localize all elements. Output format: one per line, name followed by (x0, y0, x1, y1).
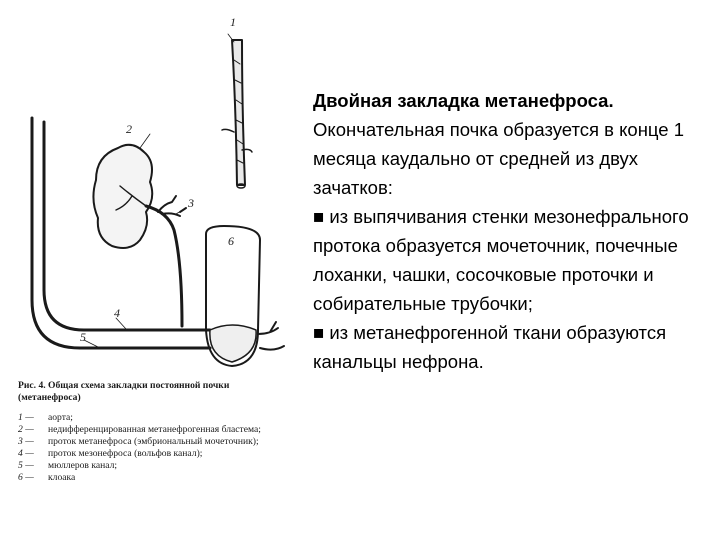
embryology-figure (0, 0, 300, 540)
metanephros-diagram (0, 0, 300, 375)
slide-title: Двойная закладка метанефроса. (313, 90, 614, 111)
legend-item: 6 — клоака (18, 472, 76, 483)
label-4: 4 (114, 306, 120, 320)
legend-item: 4 — проток мезонефроса (вольфов канал); (18, 448, 203, 459)
bullet-item: ■ из метанефрогенной ткани образуются канальцы нефрона. (313, 322, 667, 372)
label-2: 2 (126, 122, 132, 136)
label-5: 5 (80, 330, 86, 344)
legend-item: 1 — аорта; (18, 412, 73, 423)
bullet-icon: ■ (313, 206, 325, 227)
slide-text (313, 86, 708, 376)
blastema-shape (93, 145, 152, 248)
label-1: 1 (230, 15, 236, 29)
label-3: 3 (188, 196, 194, 210)
legend-item: 3 — проток метанефроса (эмбриональный мочеточник); (18, 436, 259, 447)
bullet-icon: ■ (313, 322, 325, 343)
legend-item: 5 — мюллеров канал; (18, 460, 118, 471)
caption-title: Рис. 4. Общая схема закладки постоянной почки (метанефроса) (18, 380, 230, 403)
metanephric-duct-shape (146, 206, 182, 326)
slide-intro: Окончательная почка образуется в конце 1 месяца каудально от средней из двух зачатков: (313, 119, 685, 198)
figure-caption (18, 380, 288, 484)
label-6: 6 (228, 234, 234, 248)
bullet-item: ■ из выпячивания стенки мезонефрального протока образуется мочеточник, почечные лоханки, чашки, сосочковые проточки и собирательные трубочки; (313, 206, 689, 314)
legend-item: 2 — недифференцированная метанефрогенная бластема; (18, 424, 261, 435)
